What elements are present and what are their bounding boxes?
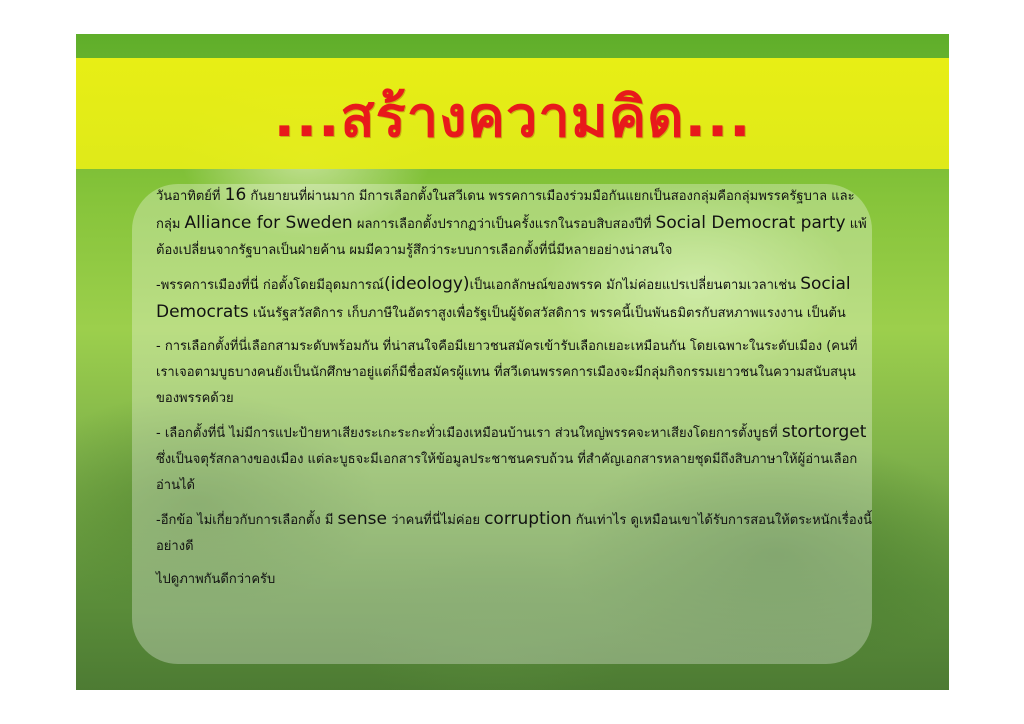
- paragraph-corruption: [156, 506, 876, 560]
- text-run: stortorget: [781, 422, 867, 442]
- slide: [76, 34, 949, 690]
- text-run: corruption: [484, 509, 572, 529]
- paragraph-closing: [156, 567, 876, 593]
- text-run: Social Democrat party: [655, 213, 846, 233]
- text-run: - เลือกตั้งที่นี่ ไม่มีการแปะป้ายหาเสียงระเกะระกะทั่วเมืองเหมือนบ้านเรา ส่วนใหญ่พรรคจะหาเสียงโดยการตั้งบูธที่: [156, 426, 782, 441]
- text-run: Social Democrats: [156, 274, 851, 322]
- paragraph-election-intro: [156, 182, 876, 264]
- text-run: Alliance for Sweden: [184, 213, 353, 233]
- text-run: กันยายนที่ผ่านมาก มีการเลือกตั้งในสวีเดน พรรคการเมืองร่วมมือกันแยกเป็นสองกลุ่มคือกลุ่มพรรครัฐบาล และกลุ่ม: [156, 189, 855, 232]
- body-text: [156, 182, 876, 600]
- text-run: (ideology): [383, 274, 470, 294]
- text-run: sense: [337, 509, 387, 529]
- text-run: วันอาทิตย์ที่: [156, 189, 225, 204]
- text-run: เป็นเอกลักษณ์ของพรรค มักไม่ค่อยแปรเปลี่ยนตามเวลาเช่น: [469, 278, 801, 293]
- paragraph-campaign-booths: [156, 419, 876, 499]
- text-run: ว่าคนที่นี่ไม่ค่อย: [386, 513, 485, 528]
- text-run: ไปดูภาพกันดีกว่าครับ: [156, 572, 276, 587]
- text-run: เน้นรัฐสวัสดิการ เก็บภาษีในอัตราสูงเพื่อรัฐเป็นผู้จัดสวัสดิการ พรรคนี้เป็นพันธมิตรกับสหภาพแรงงาน เป็นต้น: [248, 306, 846, 321]
- text-run: ซึ่งเป็นจตุรัสกลางของเมือง แต่ละบูธจะมีเอกสารให้ข้อมูลประชาชนครบถ้วน ที่สำคัญเอกสารหลายชุดมีถึงสิบภาษาให้ผู้อ่านเลือก อ่านได้: [156, 452, 858, 493]
- text-run: -อีกข้อ ไม่เกี่ยวกับการเลือกตั้ง มี: [156, 513, 338, 528]
- text-run: ผลการเลือกตั้งปรากฏว่าเป็นครั้งแรกในรอบสิบสองปีที่: [352, 217, 656, 232]
- paragraph-three-levels: [156, 334, 876, 412]
- text-run: แพ้ต้องเปลี่ยนจากรัฐบาลเป็นฝ่ายค้าน ผมมีความรู้สึกว่าระบบการเลือกตั้งที่นี่มีหลายอย่างน่าสนใจ: [156, 217, 867, 258]
- text-run: 16: [224, 185, 247, 205]
- slide-title: ...สร้างความคิด...: [273, 85, 752, 150]
- paragraph-ideology: [156, 271, 876, 327]
- text-run: กันเท่าไร ดูเหมือนเขาได้รับการสอนให้ตระหนักเรื่องนี้อย่างดี: [156, 513, 872, 554]
- text-run: - การเลือกตั้งที่นี่เลือกสามระดับพร้อมกัน ที่น่าสนใจคือมีเยาวชนสมัครเข้ารับเลือกเยอะเหมือนกัน โดยเฉพาะในระดับเมือง (คนที่เราเจอตามบูธบางคนยังเป็นนักศึกษาอยู่แต่ก็มีชื่อสมัครผู้แทน ที่สวีเดนพรรคการเมืองจะมีกลุ่มกิจกรรมเยาวชนในความสนับสนุนของพรรคด้วย: [156, 339, 858, 406]
- text-run: -พรรคการเมืองที่นี่ ก่อตั้งโดยมีอุดมการณ์: [156, 278, 384, 293]
